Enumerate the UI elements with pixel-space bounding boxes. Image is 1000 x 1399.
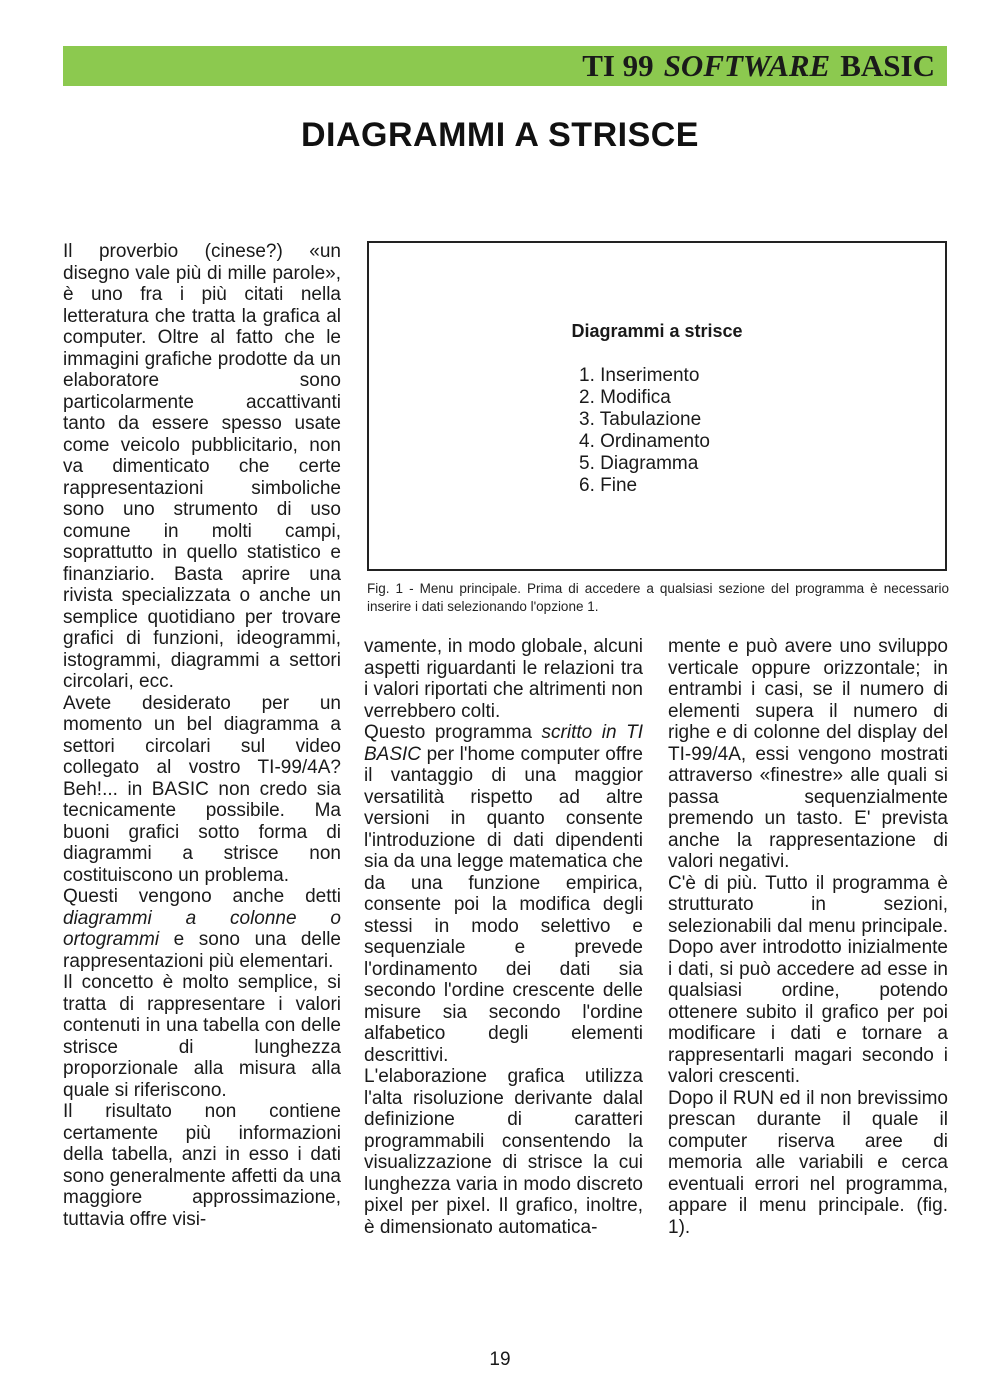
- menu-item-modifica: 2. Modifica: [579, 387, 671, 408]
- header-software: SOFTWARE: [663, 48, 831, 83]
- paragraph: Il risultato non contiene certamente più informazioni della tabella, anzi in esso i dati sono generalmente affetti da una maggiore approssimazione, tuttavia offre visi-: [63, 1101, 341, 1230]
- figure-box: [367, 241, 947, 571]
- column-3: [668, 636, 948, 1238]
- menu-item-tabulazione: 3. Tabulazione: [579, 409, 702, 430]
- menu-item-inserimento: 1. Inserimento: [579, 365, 700, 386]
- column-2: [364, 636, 643, 1238]
- paragraph: vamente, in modo globale, alcuni aspetti riguardanti le relazioni tra i valori riportati che altrimenti non verrebbero colti.: [364, 636, 643, 722]
- menu-item-ordinamento: 4. Ordinamento: [579, 431, 710, 452]
- menu-list: [579, 365, 710, 497]
- menu-item-fine: 6. Fine: [579, 475, 638, 496]
- paragraph: C'è di più. Tutto il programma è strutturato in sezioni, selezionabili dal menu principale. Dopo aver introdotto inizialmente i dati, si può accedere ad esse in qualsiasi ordine, potendo ottenere subito il grafico per poi modificare i dati e tornare a rappresentarli magari secondo i valori crescenti.: [668, 872, 948, 1087]
- figure-caption: Fig. 1 - Menu principale. Prima di accedere a qualsiasi sezione del programma è necessario inserire i dati selezionando l'opzione 1.: [367, 581, 949, 614]
- paragraph: Dopo il RUN ed il non brevissimo prescan durante il quale il computer riserva aree di memoria alle variabili e cerca eventuali errori nel programma, appare il menu principale. (fig. 1).: [668, 1087, 948, 1238]
- column-1: [63, 241, 341, 1230]
- header-basic: BASIC: [840, 48, 935, 83]
- paragraph: L'elaborazione grafica utilizza l'alta risoluzione derivante dalal definizione di caratteri programmabili consentendo la visualizzazione di strisce la cui lunghezza varia in modo discreto pixel per pixel. Il grafico, inoltre, è dimensionato automatica-: [364, 1066, 643, 1238]
- page-title: DIAGRAMMI A STRISCE: [301, 116, 699, 154]
- paragraph: mente e può avere uno sviluppo verticale oppure orizzontale; in entrambi i casi, se il numero di elementi supera il numero di righe e di colonne del display del TI-99/4A, essi vengono mostrati attraverso «finestre» alle quali si passa sequenzialmente premendo un tasto. E' prevista anche la rappresentazione di valori negativi.: [668, 636, 948, 872]
- paragraph: Il proverbio (cinese?) «un disegno vale più di mille parole», è uno fra i più citati nella letteratura che tratta la grafica al computer. Oltre al fatto che le immagini grafiche prodotte da un elaboratore sono particolarmente accattivanti tanto da essere spesso usate come veicolo pubblicitario, non va dimenticato che certe rappresentazioni simboliche sono uno strumento di uso comune in molti campi, soprattutto in quello statistico e finanziario. Basta aprire una rivista specializzata o anche un semplice quotidiano per trovare grafici di funzioni, ideogrammi, istogrammi, diagrammi a settori circolari, ecc.: [63, 241, 341, 692]
- paragraph: Questi vengono anche detti diagrammi a colonne o ortogrammi e sono una delle rappresentazioni più elementari.: [63, 886, 341, 972]
- menu-title: Diagrammi a strisce: [571, 321, 743, 341]
- paragraph: Questo programma scritto in TI BASIC per l'home computer offre il vantaggio di una maggior versatilità rispetto ad altre versioni in quanto consente l'introduzione di dati dipendenti sia da una legge matematica che da una funzione empirica, consente poi la modifica degli stessi in modo selettivo e sequenziale e prevede l'ordinamento dei dati sia secondo l'ordine crescente delle misure sia secondo l'ordine alfabetico degli elementi descrittivi.: [364, 722, 643, 1066]
- paragraph: Avete desiderato per un momento un bel diagramma a settori circolari sul video collegato al vostro TI-99/4A? Beh!... in BASIC non credo sia tecnicamente possibile. Ma buoni grafici sotto forma di diagrammi a strisce non costituiscono un problema.: [63, 692, 341, 886]
- header-ti99: TI 99: [582, 48, 654, 83]
- paragraph: Il concetto è molto semplice, si tratta di rappresentare i valori contenuti in una tabella con delle strisce di lunghezza proporzionale alla misura alla quale si riferiscono.: [63, 972, 341, 1101]
- menu-item-diagramma: 5. Diagramma: [579, 453, 699, 474]
- header-banner: [63, 46, 947, 86]
- page-number: 19: [489, 1349, 511, 1370]
